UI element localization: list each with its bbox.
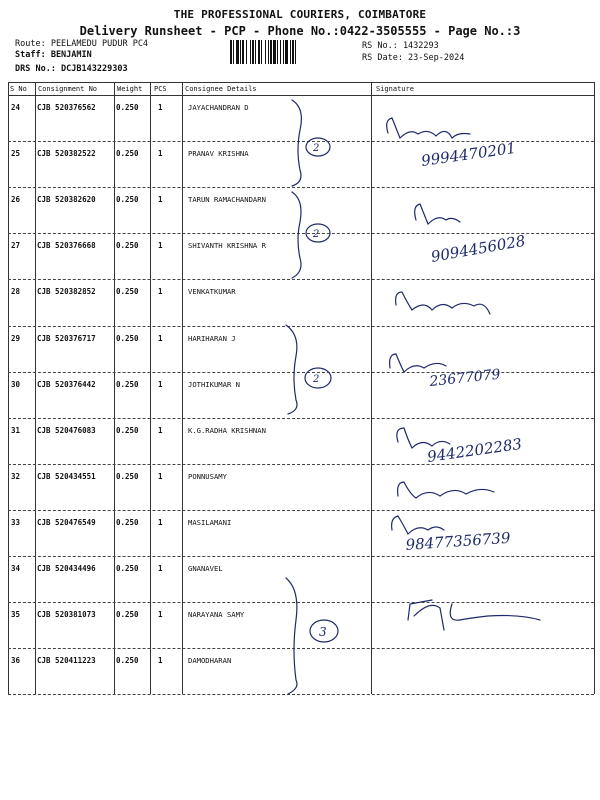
row-consignee: MASILAMANI [188, 517, 232, 527]
col-header-consignee: Consignee Details [185, 85, 257, 93]
col-border [594, 82, 595, 694]
row-consignment-no: CJB 520381073 [37, 610, 96, 620]
barcode-bar [268, 40, 269, 64]
row-consignment-no: CJB 520382852 [37, 287, 96, 297]
signature-scribble [392, 516, 444, 534]
table-top-border [8, 82, 594, 83]
row-weight: 0.250 [116, 425, 139, 435]
row-pcs: 1 [158, 656, 163, 666]
barcode-bar [283, 40, 284, 64]
row-separator [8, 233, 594, 234]
row-weight: 0.250 [116, 517, 139, 527]
row-consignment-no: CJB 520411223 [37, 656, 96, 666]
row-weight: 0.250 [116, 333, 139, 343]
phone-note: 9994470201 [420, 138, 518, 170]
barcode-bar [277, 40, 278, 64]
row-separator [8, 602, 594, 603]
row-separator [8, 418, 594, 419]
phone-note: 23677079 [428, 366, 502, 390]
row-weight: 0.250 [116, 379, 139, 389]
rs-date: RS Date: 23-Sep-2024 [362, 53, 465, 63]
barcode-bar [280, 40, 281, 64]
row-sno: 29 [11, 333, 21, 343]
row-consignee: JAYACHANDRAN D [188, 103, 249, 112]
barcode-bar [242, 40, 244, 64]
phone-note: 98477356739 [405, 528, 512, 554]
route-label: Route: PEELAMEDU PUDUR PC4 [15, 39, 149, 49]
row-separator [8, 648, 594, 649]
row-pcs: 1 [158, 103, 163, 112]
row-pcs: 1 [158, 149, 163, 159]
row-consignee: NARAYANA SAMY [188, 610, 245, 620]
row-sno: 32 [11, 471, 21, 481]
barcode-bar [261, 40, 262, 64]
barcode-bar [230, 40, 232, 64]
rs-number: RS No.: 1432293 [362, 41, 439, 51]
barcode-bar [285, 40, 288, 64]
row-consignee: GNANAVEL [188, 564, 223, 573]
col-header-signature: Signature [376, 85, 414, 93]
row-consignee: SHIVANTH KRISHNA R [188, 241, 266, 251]
staff-label: Staff: BENJAMIN [15, 50, 92, 60]
row-consignee: JOTHIKUMAR N [188, 379, 240, 389]
row-sno: 27 [11, 241, 21, 251]
row-weight: 0.250 [116, 195, 139, 205]
count-text: 2 [313, 229, 320, 240]
row-separator [8, 464, 594, 465]
row-weight: 0.250 [116, 149, 139, 159]
barcode-bar [290, 40, 291, 64]
count-text: 3 [319, 625, 327, 639]
row-weight: 0.250 [116, 564, 139, 573]
barcode [230, 40, 352, 64]
count-text: 2 [313, 374, 320, 385]
row-consignee: HARIHARAN J [188, 333, 236, 343]
barcode-bar [236, 40, 239, 64]
row-separator [8, 556, 594, 557]
row-sno: 34 [11, 564, 21, 573]
row-weight: 0.250 [116, 471, 139, 481]
row-weight: 0.250 [116, 610, 139, 620]
row-sno: 26 [11, 195, 21, 205]
row-pcs: 1 [158, 333, 163, 343]
barcode-bar [295, 40, 296, 64]
row-pcs: 1 [158, 471, 163, 481]
row-consignee: TARUN RAMACHANDARN [188, 195, 266, 205]
row-separator [8, 326, 594, 327]
brace-mark [292, 100, 301, 186]
row-pcs: 1 [158, 287, 163, 297]
row-consignment-no: CJB 520476083 [37, 425, 96, 435]
barcode-bar [246, 40, 247, 64]
row-pcs: 1 [158, 517, 163, 527]
drs-number: DRS No.: DCJB143229303 [15, 64, 128, 74]
row-consignee: PONNUSAMY [188, 471, 227, 481]
row-consignment-no: CJB 520382620 [37, 195, 96, 205]
row-separator [8, 694, 594, 695]
signature-scribble [387, 118, 470, 138]
row-consignment-no: CJB 520434496 [37, 564, 96, 573]
col-header-consignment: Consignment No [38, 85, 98, 93]
row-consignment-no: CJB 520476549 [37, 517, 96, 527]
brace-mark [292, 192, 301, 278]
row-sno: 35 [11, 610, 21, 620]
runsheet-subtitle: Delivery Runsheet - PCP - Phone No.:0422-3505555 - Page No.:3 [79, 24, 521, 38]
count-text: 2 [313, 143, 320, 154]
row-consignment-no: CJB 520382522 [37, 149, 96, 159]
row-separator [8, 187, 594, 188]
signature-scribble [390, 354, 446, 372]
row-pcs: 1 [158, 610, 163, 620]
brace-mark [286, 578, 297, 694]
row-sno: 36 [11, 656, 21, 666]
row-consignment-no: CJB 520376668 [37, 241, 96, 251]
row-consignee: PRANAV KRISHNA [188, 149, 249, 159]
row-sno: 30 [11, 379, 21, 389]
barcode-bar [240, 40, 241, 64]
row-separator [8, 372, 594, 373]
row-consignment-no: CJB 520376717 [37, 333, 96, 343]
count-circle [310, 620, 338, 642]
brace-mark [286, 325, 297, 414]
row-weight: 0.250 [116, 103, 139, 112]
row-pcs: 1 [158, 379, 163, 389]
row-consignment-no: CJB 520434551 [37, 471, 96, 481]
barcode-bar [265, 40, 266, 64]
row-consignee: VENKATKUMAR [188, 287, 236, 297]
row-separator [8, 510, 594, 511]
col-header-weight: Weight [117, 85, 143, 93]
signature-scribble [408, 600, 540, 630]
barcode-bar [255, 40, 256, 64]
barcode-bar [258, 40, 260, 64]
row-sno: 28 [11, 287, 21, 297]
table-header-border [8, 95, 594, 96]
barcode-bar [292, 40, 294, 64]
row-weight: 0.250 [116, 241, 139, 251]
signature-scribble [397, 428, 450, 448]
row-separator [8, 279, 594, 280]
row-pcs: 1 [158, 195, 163, 205]
col-header-pcs: PCS [154, 85, 167, 93]
row-pcs: 1 [158, 564, 163, 573]
signature-scribble [398, 482, 494, 498]
row-consignee: DAMODHARAN [188, 656, 232, 666]
row-sno: 33 [11, 517, 21, 527]
phone-note: 9094456028 [429, 231, 527, 266]
company-name: THE PROFESSIONAL COURIERS, COIMBATORE [173, 8, 427, 21]
row-weight: 0.250 [116, 656, 139, 666]
row-pcs: 1 [158, 425, 163, 435]
row-sno: 31 [11, 425, 21, 435]
barcode-bar [233, 40, 234, 64]
signature-scribble [415, 204, 460, 224]
row-sno: 25 [11, 149, 21, 159]
signature-scribble [396, 292, 490, 314]
barcode-bar [270, 40, 272, 64]
row-pcs: 1 [158, 241, 163, 251]
row-consignee: K.G.RADHA KRISHNAN [188, 425, 266, 435]
phone-note: 9442202283 [426, 434, 524, 466]
col-header-sno: S No [10, 85, 27, 93]
row-sno: 24 [11, 103, 21, 112]
barcode-bar [273, 40, 276, 64]
barcode-bar [252, 40, 254, 64]
barcode-bar [250, 40, 251, 64]
row-separator [8, 141, 594, 142]
row-consignment-no: CJB 520376442 [37, 379, 96, 389]
row-consignment-no: CJB 520376562 [37, 103, 96, 112]
row-weight: 0.250 [116, 287, 139, 297]
